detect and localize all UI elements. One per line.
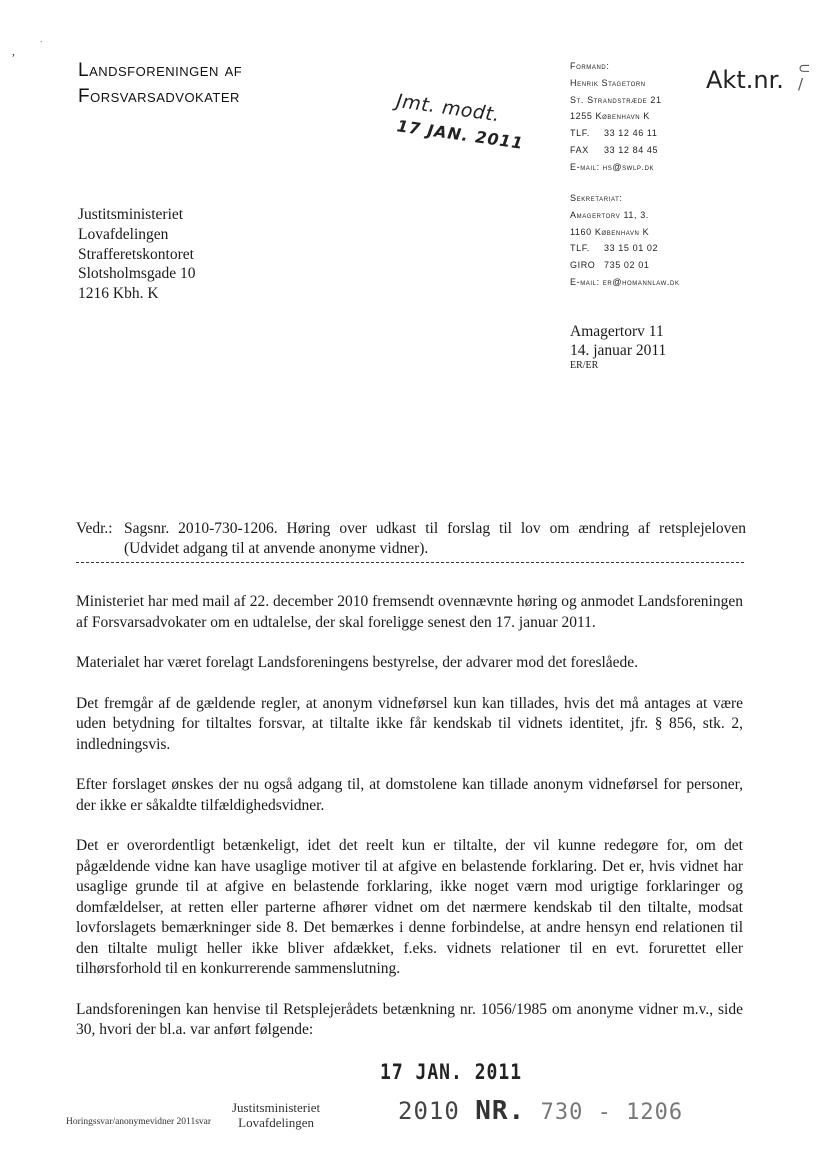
ministry-stamp-line2: Lovafdelingen <box>238 1115 314 1130</box>
initials-ref: ER/ER <box>570 360 599 371</box>
recipient-address <box>78 205 196 304</box>
ministry-stamp-line1: Justitsministeriet <box>232 1100 321 1115</box>
secretariat-city: 1160 København K <box>570 226 650 237</box>
recipient-line: Lovafdelingen <box>78 225 169 243</box>
phone-label: TLF. <box>570 128 590 139</box>
secretariat-heading: Sekretariat: <box>570 193 623 203</box>
recipient-line: 1216 Kbh. K <box>78 285 159 303</box>
chairman-phone-row <box>570 125 662 142</box>
chairman-fax-row <box>570 142 662 159</box>
letter-body <box>76 592 743 1061</box>
body-paragraph: Det fremgår af de gældende regler, at anonym vidneførsel kun kan tillades, hvis det må antages at være uden betydning for tiltaltes forsvar, at tiltalte ikke får kendskab til vidnets identitet, jfr. § 856, stk. 2, indledningsvis. <box>76 694 743 753</box>
received-stamp-date: 17 JAN. 2011 <box>395 116 525 153</box>
body-paragraph: Ministeriet har med mail af 22. december 2010 fremsendt ovennævnte høring og anmodet Landsforeningen af Forsvarsadvokater om en udtalelse, der skal foreligge senest den 17. januar 2011. <box>76 593 743 631</box>
secretariat-phone: 33 15 01 02 <box>604 243 659 254</box>
secretariat-contact <box>570 190 680 291</box>
chairman-name: Henrik Stagetorn <box>570 77 646 88</box>
journal-number-stamp <box>398 1096 683 1126</box>
journal-number: 730 - 1206 <box>540 1100 684 1125</box>
chairman-street: St. Strandstræde 21 <box>570 94 662 105</box>
dashed-divider <box>76 562 744 563</box>
footer-file-ref: Horingssvar/anonymevidner 2011svar <box>66 1117 212 1127</box>
secretariat-giro: 735 02 01 <box>604 260 650 271</box>
body-paragraph: Landsforeningen kan henvise til Retsplejerådets betænkning nr. 1056/1985 om anonyme vidner m.v., side 30, hvori der bl.a. var anført følgende: <box>76 1000 743 1038</box>
secretariat-giro-row <box>570 257 680 274</box>
body-paragraph: Materialet har været forelagt Landsforeningens bestyrelse, der advarer mod det foreslåede. <box>76 654 639 671</box>
margin-mark: ⊂ / <box>798 59 811 93</box>
chairman-phone: 33 12 46 11 <box>604 128 658 139</box>
secretariat-phone-row <box>570 240 680 257</box>
org-name-line1: Landsforeningen af <box>78 60 243 81</box>
phone-label: TLF. <box>570 243 590 254</box>
scan-speck: ` <box>40 40 43 49</box>
bottom-date-stamp: 17 JAN. 2011 <box>380 1059 523 1086</box>
org-name-line2: Forsvarsadvokater <box>78 86 240 107</box>
recipient-line: Justitsministeriet <box>78 206 184 223</box>
received-stamp <box>392 90 529 153</box>
chairman-heading: Formand: <box>570 61 610 71</box>
subject-text: Sagsnr. 2010-730-1206. Høring over udkast til forslag til lov om ændring af retsplejeloven <box>124 520 746 537</box>
scan-speck: , <box>12 44 15 58</box>
organization-name <box>78 58 242 110</box>
giro-label: GIRO <box>570 260 596 271</box>
sender-place: Amagertorv 11 <box>570 323 664 340</box>
recipient-line: Slotsholmsgade 10 <box>78 265 196 283</box>
secretariat-street: Amagertorv 11, 3. <box>570 209 649 220</box>
chairman-contact <box>570 58 662 176</box>
journal-nr-label: NR. <box>475 1096 526 1126</box>
chairman-email: E-mail: hs@swlp.dk <box>570 161 655 172</box>
body-paragraph: Det er overordentligt betænkeligt, idet det reelt kun er tiltalte, der vil kunne redegøre for, om det pågældende vidne kan have usaglige motiver til at afgive en belastende forklaring. Det er, hvis vidnet har usaglige grunde til at afgive en belastende forklaring, ikke noget værn mod urigtige forklaringer og domfældelser, at retten eller parterne afhører vidnet om det nærmere kendskab til den tiltalte, modsat lovforslagets bemærkninger side 8. Det bemærkes i denne forbindelse, at andre hensyn end relationen til den tiltalte muligt heller ikke bliver afdækket, f.eks. vidnets relationer til en evt. forurettet eller tilhørsforhold til en konkurrerende sammenslutning. <box>76 837 743 977</box>
secretariat-email: E-mail: er@homannlaw.dk <box>570 276 680 287</box>
chairman-city: 1255 København K <box>570 111 650 122</box>
chairman-fax: 33 12 84 45 <box>604 144 659 155</box>
body-paragraph: Efter forslaget ønskes der nu også adgang til, at domstolene kan tillade anonym vidneførsel for personer, der ikke er såkaldte tilfældighedsvidner. <box>76 776 743 814</box>
subject-text-continued: (Udvidet adgang til at anvende anonyme vidner). <box>124 540 429 557</box>
subject-line <box>76 519 746 559</box>
recipient-line: Strafferetskontoret <box>78 245 194 263</box>
subject-label: Vedr.: <box>76 520 113 537</box>
place-date <box>570 322 666 372</box>
ministry-stamp <box>232 1100 320 1130</box>
journal-year: 2010 <box>398 1097 460 1125</box>
fax-label: FAX <box>570 144 589 155</box>
letter-date: 14. januar 2011 <box>570 342 667 359</box>
akt-nr-stamp: Akt.nr. <box>706 66 784 94</box>
received-stamp-label: Jmt. modt. <box>394 90 502 127</box>
